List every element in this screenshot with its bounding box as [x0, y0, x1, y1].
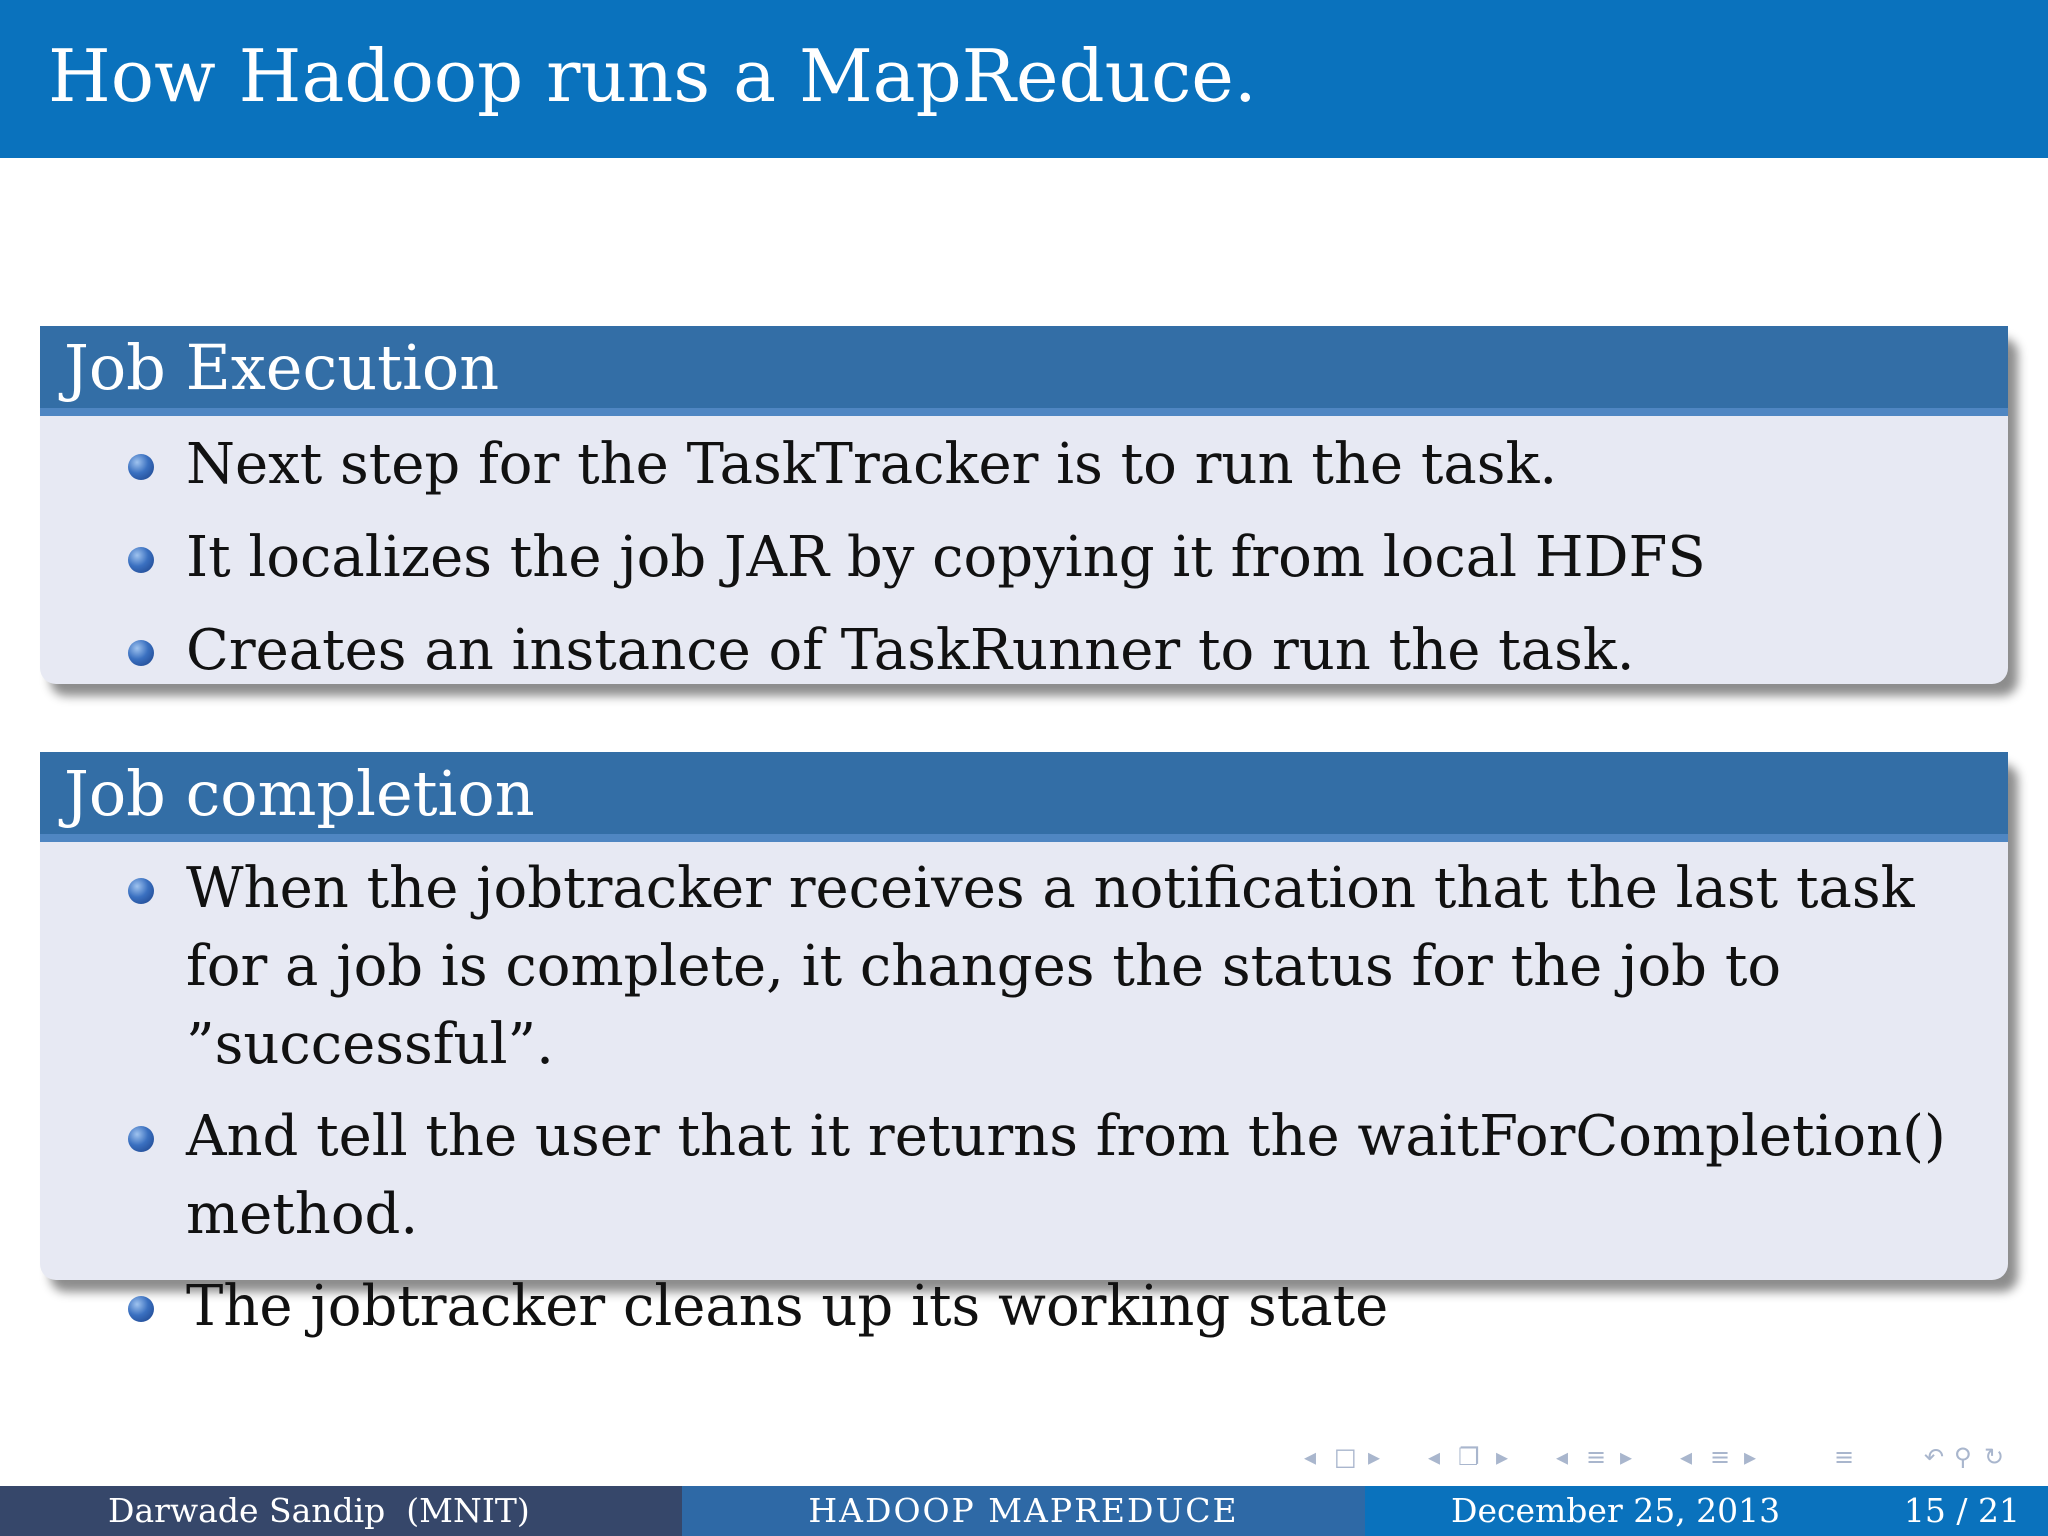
block-job-execution	[40, 326, 2008, 684]
prev-arrow-icon[interactable]: ◂	[1428, 1443, 1441, 1471]
footer-title: HADOOP MAPREDUCE	[808, 1491, 1239, 1530]
section-icon[interactable]: ≡	[1586, 1443, 1607, 1471]
frame-icon[interactable]: □	[1334, 1443, 1357, 1471]
bullet-ball-icon	[128, 878, 154, 904]
footer-title-segment	[682, 1486, 1365, 1536]
footer-page-number: 15 / 21	[1903, 1491, 2020, 1530]
outline-icon[interactable]: ≡	[1710, 1443, 1731, 1471]
slide-title-bar	[0, 0, 2048, 158]
list-item	[40, 1268, 2008, 1346]
list-item	[40, 1098, 2008, 1254]
list-item-text: Creates an instance of TaskRunner to run the task.	[186, 618, 1635, 683]
toc-icon[interactable]: ≡	[1834, 1443, 1855, 1471]
footer-author-segment	[0, 1486, 682, 1536]
bullet-ball-icon	[128, 454, 154, 480]
subsection-icon[interactable]: ❐	[1458, 1443, 1480, 1471]
list-item	[40, 426, 2008, 504]
list-item-text: The jobtracker cleans up its working state	[186, 1274, 1389, 1339]
bullet-ball-icon	[128, 1296, 154, 1322]
next-arrow-icon[interactable]: ▸	[1368, 1443, 1381, 1471]
slide-footer	[0, 1486, 2048, 1536]
prev-arrow-icon[interactable]: ◂	[1556, 1443, 1569, 1471]
footer-date: December 25, 2013	[1451, 1491, 1781, 1530]
next-arrow-icon[interactable]: ▸	[1496, 1443, 1509, 1471]
footer-author: Darwade Sandip (MNIT)	[108, 1491, 530, 1530]
next-arrow-icon[interactable]: ▸	[1620, 1443, 1633, 1471]
block-job-completion	[40, 752, 2008, 1339]
list-item	[40, 612, 2008, 690]
footer-date-segment	[1365, 1486, 2048, 1536]
slide-title: How Hadoop runs a MapReduce.	[48, 34, 1257, 118]
prev-arrow-icon[interactable]: ◂	[1680, 1443, 1693, 1471]
list-item	[40, 850, 2008, 1084]
block-title: Job completion	[64, 757, 535, 830]
bullet-list	[40, 416, 2008, 690]
list-item-text: Next step for the TaskTracker is to run the task.	[186, 432, 1558, 497]
block-title: Job Execution	[64, 331, 500, 404]
beamer-navigation	[1304, 1442, 2024, 1472]
forward-icon[interactable]: ↻	[1984, 1443, 2005, 1471]
next-arrow-icon[interactable]: ▸	[1744, 1443, 1757, 1471]
list-item-text: And tell the user that it returns from the waitForCompletion() method.	[186, 1104, 1946, 1247]
bullet-ball-icon	[128, 547, 154, 573]
list-item-text: When the jobtracker receives a notification that the last task for a job is complete, it changes the status for the job to ”successful”.	[186, 856, 1915, 1077]
block-header	[40, 752, 2008, 842]
prev-arrow-icon[interactable]: ◂	[1304, 1443, 1317, 1471]
search-icon[interactable]: ⚲	[1954, 1443, 1972, 1471]
list-item	[40, 519, 2008, 597]
block-header	[40, 326, 2008, 416]
list-item-text: It localizes the job JAR by copying it from local HDFS	[186, 525, 1706, 590]
bullet-ball-icon	[128, 640, 154, 666]
bullet-ball-icon	[128, 1126, 154, 1152]
back-icon[interactable]: ↶	[1924, 1443, 1945, 1471]
bullet-list	[40, 842, 2008, 1346]
